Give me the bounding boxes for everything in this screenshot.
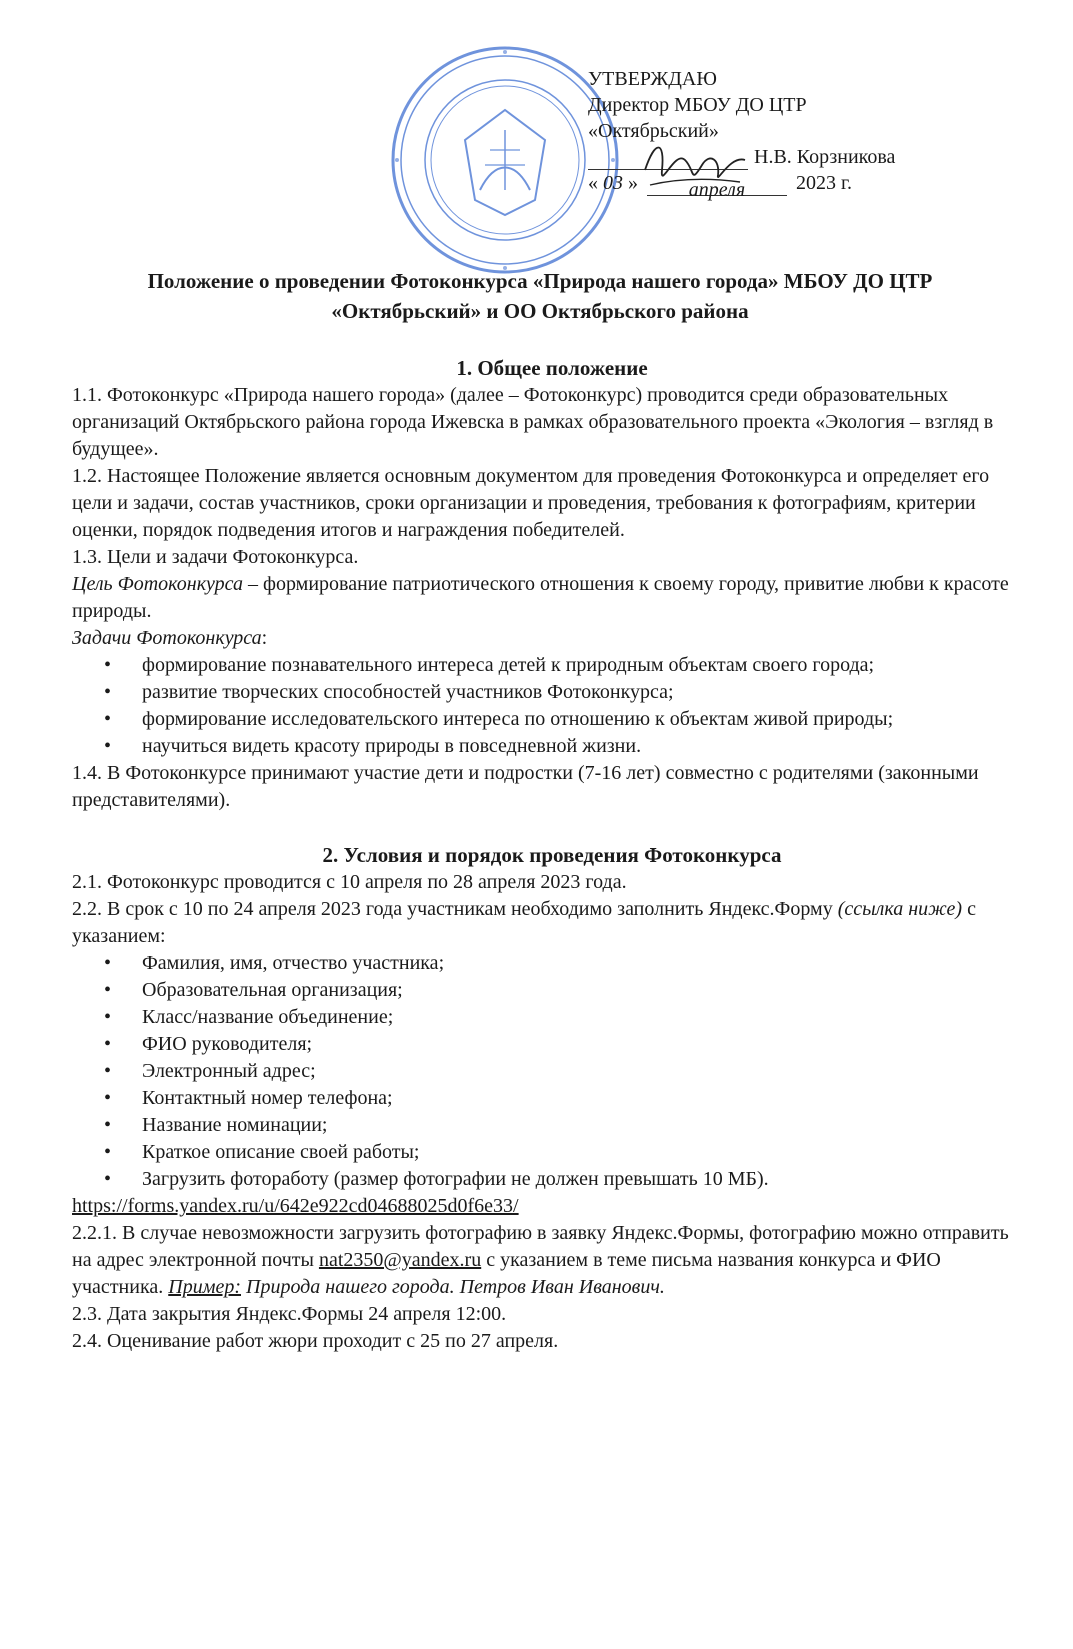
spacer: [72, 814, 1032, 841]
section-1-paragraph-3: 1.3. Цели и задачи Фотоконкурса.: [72, 546, 359, 568]
list-item: • Фамилия, имя, отчество участника;: [142, 950, 1032, 977]
list-item: • формирование исследовательского интереса по отношению к объектам живой природы;: [142, 706, 1032, 733]
list-item: • научиться видеть красоту природы в повседневной жизни.: [142, 733, 1032, 760]
link-note: (ссылка ниже): [837, 898, 963, 920]
list-item: • Контактный номер телефона;: [142, 1085, 1032, 1112]
form-url-paragraph: [72, 1193, 1032, 1220]
section-2-heading: 2. Условия и порядок проведения Фотоконкурса: [322, 843, 782, 867]
date-day: 03: [603, 172, 623, 194]
yandex-form-link[interactable]: https://forms.yandex.ru/u/642e922cd04688025d0f6e33/: [72, 1195, 519, 1217]
p2-text-b: с указанием:: [72, 898, 976, 947]
approver-position: Директор МБОУ ДО ЦТР: [588, 94, 807, 116]
p221-text-a: 2.2.1. В случае невозможности загрузить фотографию в заявку Яндекс.Формы, фотографию можно отправить на адрес электронной почты: [72, 1222, 1009, 1271]
list-item: • Образовательная организация;: [142, 977, 1032, 1004]
signer-name: Н.В. Корзникова: [754, 146, 896, 168]
date-year: 2023 г.: [796, 172, 852, 194]
form-fields-list: [72, 950, 1032, 1193]
list-item: • Краткое описание своей работы;: [142, 1139, 1032, 1166]
example-label: Пример:: [168, 1276, 241, 1298]
date-quote-open: «: [588, 172, 598, 194]
approver-organization: «Октябрьский»: [588, 120, 719, 142]
p221-text-b: с указанием в теме письма названия конкурса и ФИО участника.: [72, 1249, 941, 1298]
section-1-paragraph-2: 1.2. Настоящее Положение является основным документом для проведения Фотоконкурса и определяет его цели и задачи, состав участников, сроки организации и проведения, требования к фотографиям, критерии оценки, порядок подведения итогов и награждения победителей.: [72, 465, 990, 541]
email-link[interactable]: nat2350@yandex.ru: [318, 1249, 482, 1271]
section-2-paragraph-1: 2.1. Фотоконкурс проводится с 10 апреля по 28 апреля 2023 года.: [72, 871, 627, 893]
date-quote-close: »: [628, 172, 638, 194]
title-line-2: «Октябрьский» и ОО Октябрьского района: [331, 299, 749, 323]
list-item: • Загрузить фотоработу (размер фотографии не должен превышать 10 МБ).: [142, 1166, 1032, 1193]
document-title: [60, 266, 1020, 326]
section-2-paragraph-3: 2.3. Дата закрытия Яндекс.Формы 24 апреля 12:00.: [72, 1303, 507, 1325]
goal-text: – формирование патриотического отношения к своему городу, привитие любви к красоте природы.: [72, 573, 1009, 622]
list-item: • ФИО руководителя;: [142, 1031, 1032, 1058]
p2-text-a: 2.2. В срок с 10 по 24 апреля 2023 года участникам необходимо заполнить Яндекс.Форму: [72, 898, 838, 920]
section-2-paragraph-2: [72, 896, 1032, 950]
list-item: • развитие творческих способностей участников Фотоконкурса;: [142, 679, 1032, 706]
list-item: • Электронный адрес;: [142, 1058, 1032, 1085]
example-text: Природа нашего города. Петров Иван Иванович.: [241, 1276, 665, 1298]
date-month: апреля: [688, 179, 746, 201]
list-item: • Класс/название объединение;: [142, 1004, 1032, 1031]
title-line-1: Положение о проведении Фотоконкурса «Природа нашего города» МБОУ ДО ЦТР: [147, 269, 933, 293]
tasks-list: [72, 652, 1032, 760]
list-item: • Название номинации;: [142, 1112, 1032, 1139]
goal-label: Цель Фотоконкурса: [72, 573, 244, 595]
tasks-heading: [72, 625, 1032, 652]
tasks-label: Задачи Фотоконкурса: [72, 627, 262, 649]
handwritten-signature-icon: [640, 130, 750, 210]
section-1-paragraph-4: 1.4. В Фотоконкурсе принимают участие дети и подростки (7-16 лет) совместно с родителями (законными представителями).: [72, 762, 979, 811]
approval-heading: УТВЕРЖДАЮ: [588, 68, 717, 90]
document-body: [72, 354, 1032, 1355]
tasks-colon: :: [261, 627, 268, 649]
list-item: • формирование познавательного интереса детей к природным объектам своего города;: [142, 652, 1032, 679]
section-2-paragraph-4: 2.4. Оценивание работ жюри проходит с 25 по 27 апреля.: [72, 1330, 559, 1352]
section-1-paragraph-1: 1.1. Фотоконкурс «Природа нашего города» (далее – Фотоконкурс) проводится среди образовательных организаций Октябрьского района города Ижевска в рамках образовательного проекта «Экология – взгляд в будущее».: [72, 384, 994, 460]
goal-paragraph: [72, 571, 1032, 625]
section-2-paragraph-2-1: [72, 1220, 1032, 1301]
section-1-heading: 1. Общее положение: [456, 356, 648, 380]
